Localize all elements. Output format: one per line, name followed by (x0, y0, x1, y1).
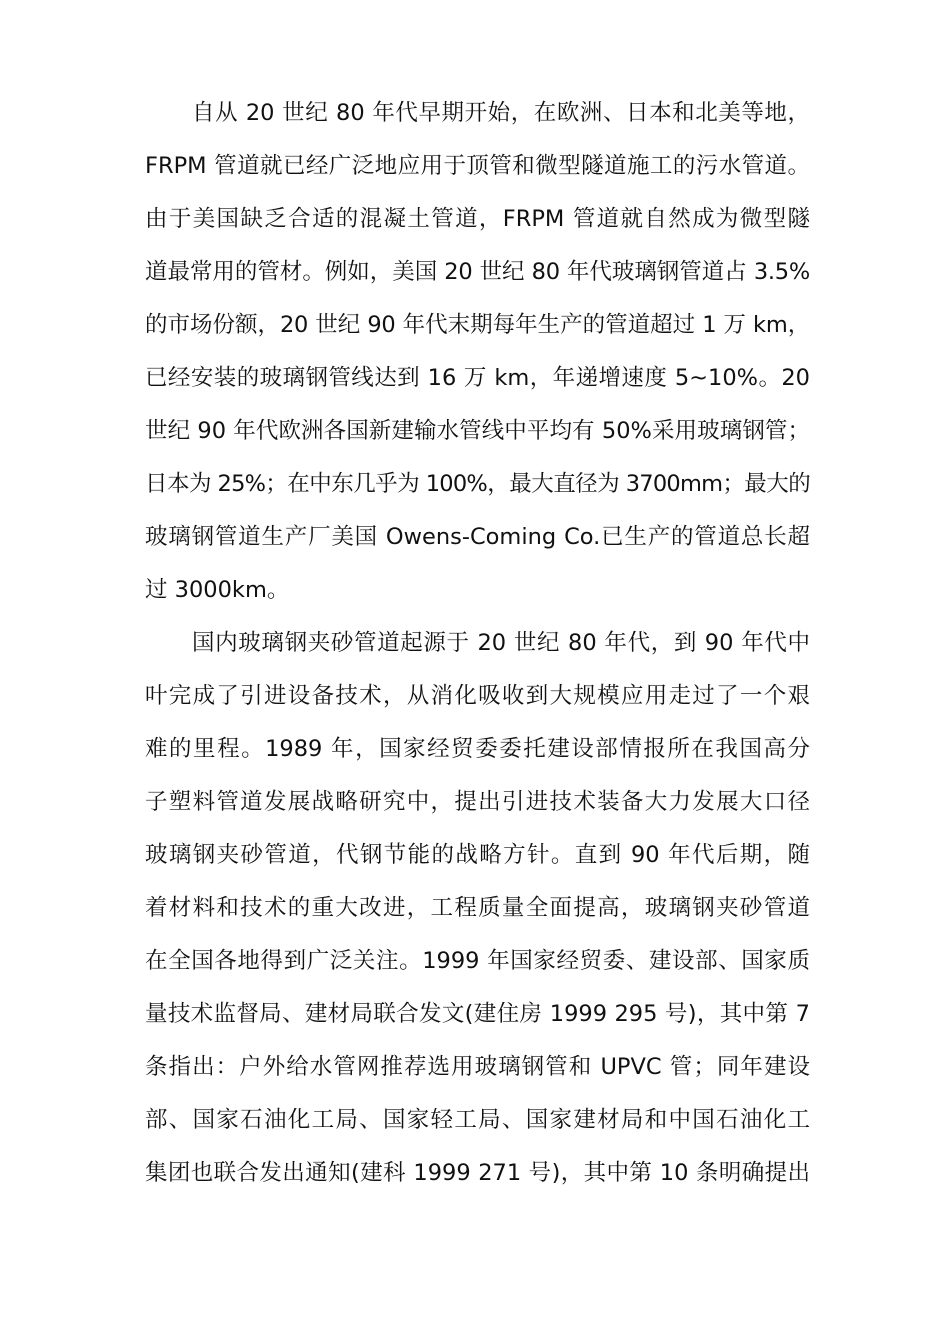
text-line: 叶完成了引进设备技术，从消化吸收到大规模应用走过了一个艰 (145, 683, 810, 709)
text-line: 在全国各地得到广泛关注。1999 年国家经贸委、建设部、国家质 (145, 948, 810, 974)
text-line: 由于美国缺乏合适的混凝土管道，FRPM 管道就自然成为微型隧 (145, 206, 810, 232)
text-line: 国内玻璃钢夹砂管道起源于 20 世纪 80 年代，到 90 年代中 (192, 630, 810, 656)
text-line: FRPM 管道就已经广泛地应用于顶管和微型隧道施工的污水管道。 (145, 153, 810, 179)
document-page (145, 87, 810, 1200)
text-line: 条指出：户外给水管网推荐选用玻璃钢管和 UPVC 管；同年建设 (145, 1054, 810, 1080)
text-line: 量技术监督局、建材局联合发文(建住房 1999 295 号)，其中第 7 (145, 1001, 810, 1027)
paragraph-2 (145, 617, 810, 1200)
text-line: 集团也联合发出通知(建科 1999 271 号)，其中第 10 条明确提出 (145, 1160, 810, 1186)
text-line: 玻璃钢管道生产厂美国 Owens-Coming Co.已生产的管道总长超 (145, 524, 810, 550)
text-line: 的市场份额，20 世纪 90 年代末期每年生产的管道超过 1 万 km， (145, 312, 810, 338)
paragraph-1 (145, 87, 810, 617)
text-line: 难的里程。1989 年，国家经贸委委托建设部情报所在我国高分 (145, 736, 810, 762)
text-line: 已经安装的玻璃钢管线达到 16 万 km，年递增速度 5~10%。20 (145, 365, 810, 391)
text-line: 玻璃钢夹砂管道，代钢节能的战略方针。直到 90 年代后期，随 (145, 842, 810, 868)
text-line: 部、国家石油化工局、国家轻工局、国家建材局和中国石油化工 (145, 1107, 810, 1133)
text-line: 着材料和技术的重大改进，工程质量全面提高，玻璃钢夹砂管道 (145, 895, 810, 921)
text-line: 子塑料管道发展战略研究中，提出引进技术装备大力发展大口径 (145, 789, 810, 815)
text-line: 日本为 25%；在中东几乎为 100%，最大直径为 3700mm；最大的 (145, 471, 810, 497)
text-line: 自从 20 世纪 80 年代早期开始，在欧洲、日本和北美等地， (192, 100, 810, 126)
text-line: 过 3000km。 (145, 577, 290, 603)
text-line: 道最常用的管材。例如，美国 20 世纪 80 年代玻璃钢管道占 3.5% (145, 259, 810, 285)
text-line: 世纪 90 年代欧洲各国新建输水管线中平均有 50%采用玻璃钢管； (145, 418, 810, 444)
